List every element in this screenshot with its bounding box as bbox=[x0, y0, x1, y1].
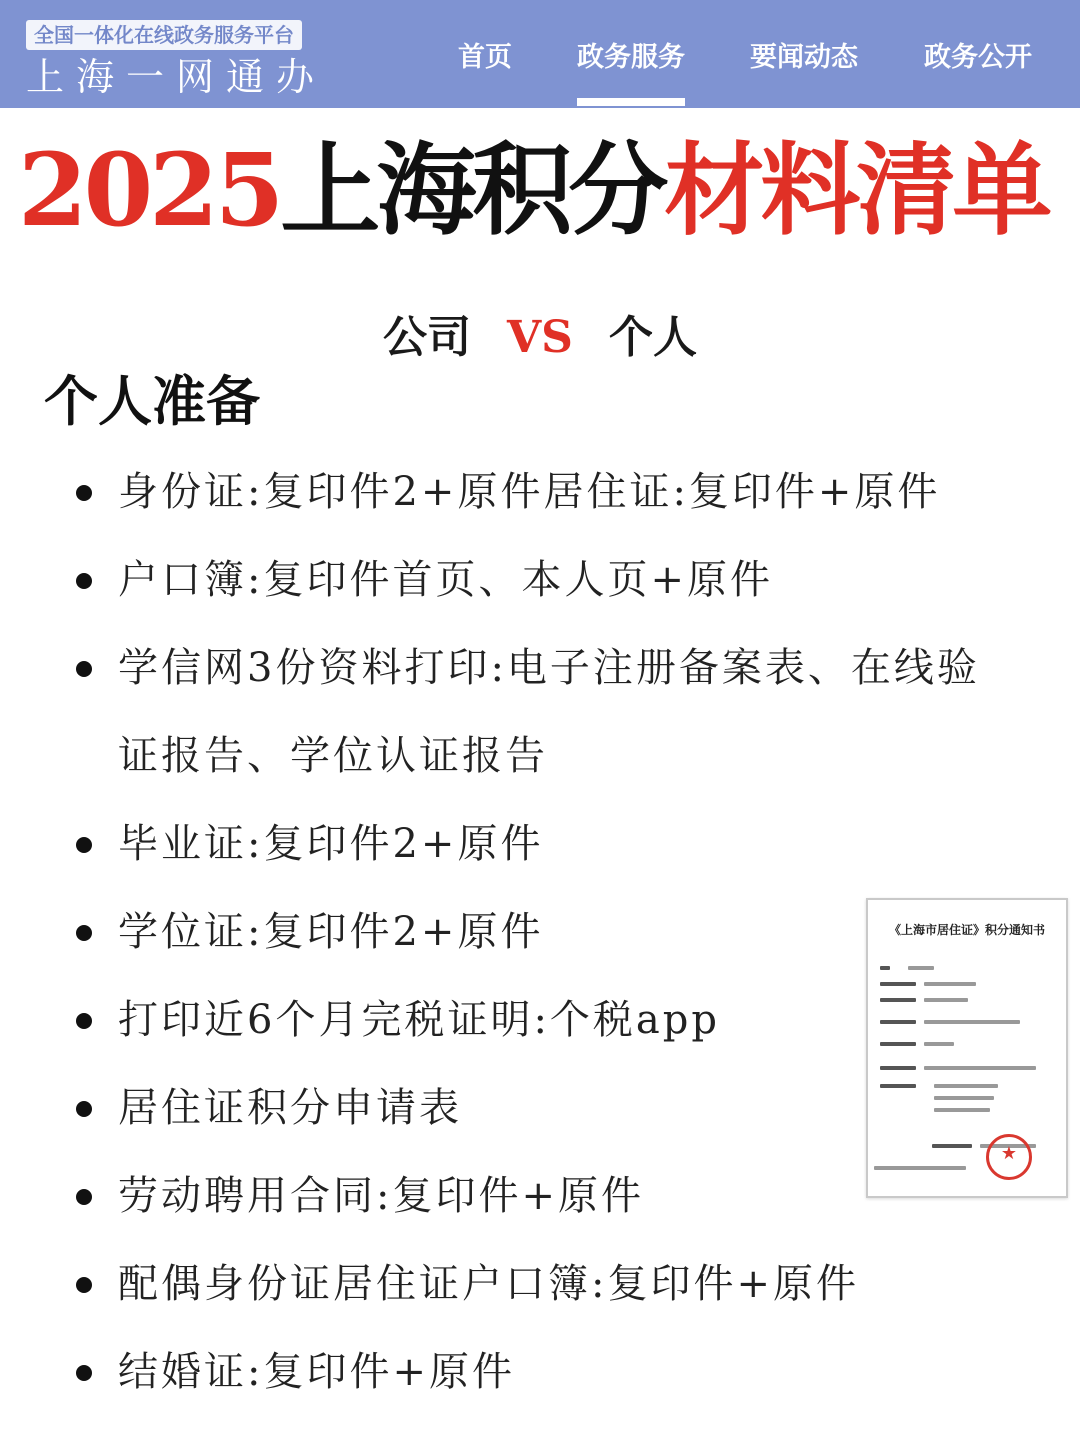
doc-line bbox=[934, 1084, 998, 1088]
page-title bbox=[18, 130, 1048, 250]
compare-company: 公司 bbox=[383, 312, 472, 363]
title-main: 上海积分 bbox=[280, 131, 665, 249]
compare-line bbox=[0, 310, 1080, 366]
doc-line bbox=[924, 1066, 1036, 1070]
nav-services[interactable]: 政务服务 bbox=[577, 38, 685, 78]
doc-line bbox=[880, 982, 916, 986]
list-item: 身份证:复印件2+原件居住证:复印件+原件 bbox=[0, 448, 998, 536]
title-highlight: 材料清单 bbox=[664, 131, 1049, 249]
doc-line bbox=[924, 982, 976, 986]
list-item: 打印近6个月完税证明:个税app bbox=[0, 976, 998, 1064]
main-nav bbox=[0, 38, 1080, 108]
doc-line bbox=[908, 966, 934, 970]
doc-line bbox=[880, 1066, 916, 1070]
list-item: 毕业证:复印件2+原件 bbox=[0, 800, 998, 888]
doc-line bbox=[880, 1084, 916, 1088]
doc-line bbox=[924, 1020, 1020, 1024]
title-year: 2025 bbox=[18, 131, 281, 249]
site-header bbox=[0, 0, 1080, 108]
doc-line bbox=[880, 966, 890, 970]
doc-line bbox=[880, 998, 916, 1002]
doc-line bbox=[932, 1144, 972, 1148]
doc-line bbox=[924, 1042, 954, 1046]
nav-public-info[interactable]: 政务公开 bbox=[924, 42, 1032, 73]
list-item: 劳动聘用合同:复印件+原件 bbox=[0, 1152, 998, 1240]
notice-title: 《上海市居住证》积分通知书 bbox=[888, 923, 1045, 937]
doc-line bbox=[934, 1108, 990, 1112]
list-item: 配偶身份证居住证户口簿:复印件+原件 bbox=[0, 1240, 998, 1328]
doc-line bbox=[880, 1042, 916, 1046]
doc-line bbox=[924, 998, 968, 1002]
nav-news[interactable]: 要闻动态 bbox=[750, 42, 858, 73]
list-item: 学位证:复印件2+原件 bbox=[0, 888, 998, 976]
compare-vs: VS bbox=[507, 312, 573, 363]
doc-line bbox=[880, 1020, 916, 1024]
nav-home[interactable]: 首页 bbox=[458, 42, 512, 73]
list-item: 结婚证:复印件+原件 bbox=[0, 1328, 998, 1416]
list-item: 学信网3份资料打印:电子注册备案表、在线验证报告、学位认证报告 bbox=[0, 624, 998, 800]
list-item: 户口簿:复印件首页、本人页+原件 bbox=[0, 536, 998, 624]
site-logo-text[interactable]: 上海一网通办 bbox=[26, 55, 327, 99]
section-heading: 个人准备 bbox=[44, 369, 260, 433]
notice-document-thumbnail bbox=[866, 898, 1068, 1198]
doc-line bbox=[934, 1096, 994, 1100]
compare-personal: 个人 bbox=[608, 312, 697, 363]
seal-stamp-icon bbox=[986, 1134, 1032, 1180]
list-item: 居住证积分申请表 bbox=[0, 1064, 998, 1152]
doc-line bbox=[874, 1166, 966, 1170]
platform-tagline: 全国一体化在线政务服务平台 bbox=[26, 20, 302, 50]
